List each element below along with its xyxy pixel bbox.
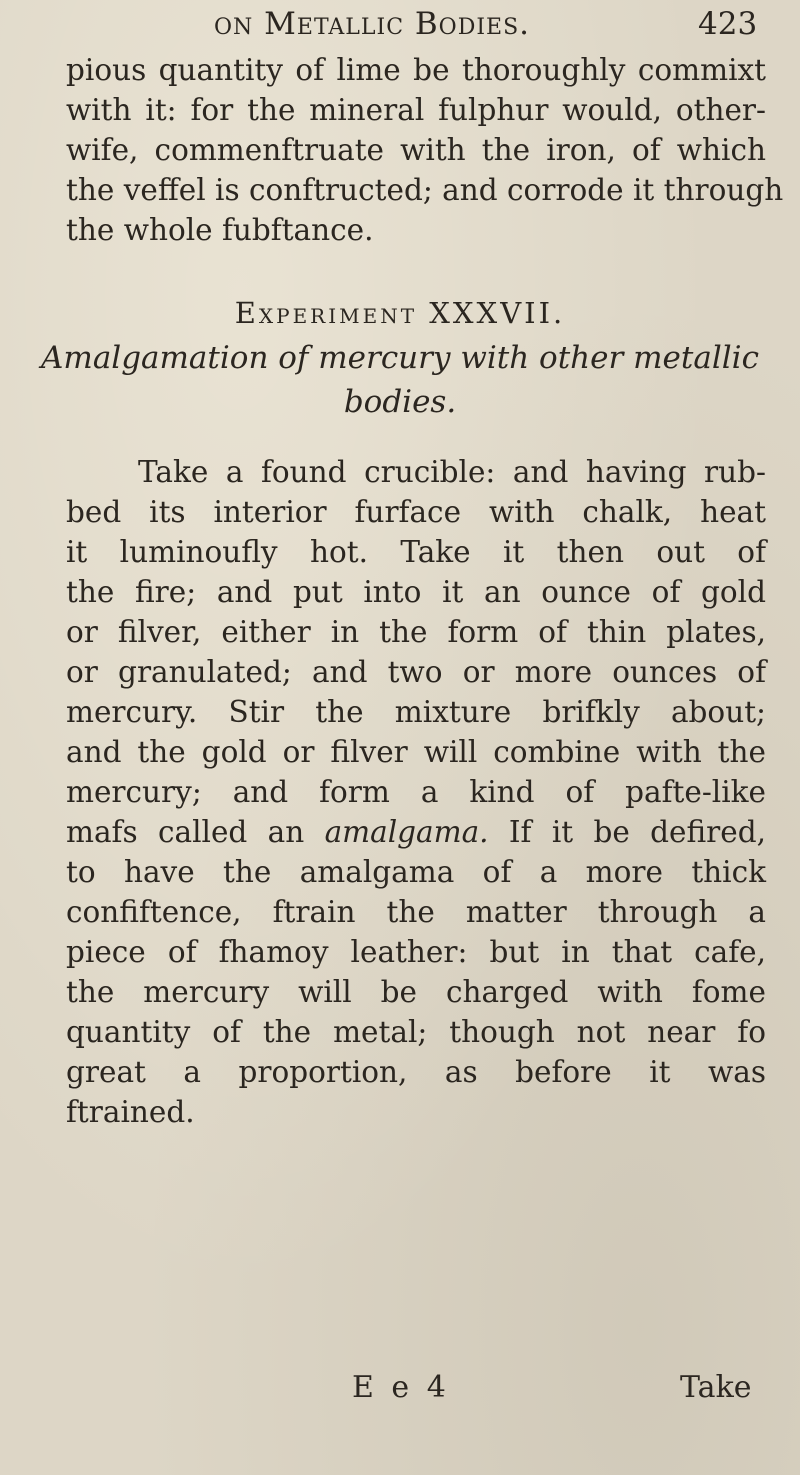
- text-line: ftrained.: [66, 1095, 195, 1129]
- page-number: 423: [698, 6, 758, 42]
- text-line: the veffel is conftructed; and corrode it through: [66, 173, 784, 207]
- text-line: mercury; and form a kind of pafte-like: [66, 775, 766, 809]
- experiment-paragraph: [66, 452, 766, 1132]
- text-line: to have the amalgama of a more thick: [66, 855, 766, 889]
- text-line: pious quantity of lime be thoroughly commixt: [66, 53, 766, 87]
- running-head: [0, 6, 800, 50]
- text-line: and the gold or filver will combine with the: [66, 735, 766, 769]
- text-line: the mercury will be charged with fome: [66, 975, 766, 1009]
- text-line: or filver, either in the form of thin plates,: [66, 615, 766, 649]
- text-line: the fire; and put into it an ounce of gold: [66, 575, 766, 609]
- text-line: great a proportion, as before it was: [66, 1055, 766, 1089]
- catchword: Take: [680, 1370, 752, 1405]
- text-line: Take a found crucible: and having rub-: [138, 455, 766, 489]
- text-line: confiftence, ftrain the matter through a: [66, 895, 766, 929]
- text-line: it luminoufly hot. Take it then out of: [66, 535, 766, 569]
- text-line: or granulated; and two or more ounces of: [66, 655, 766, 689]
- experiment-subheading-line-2: bodies.: [343, 384, 457, 420]
- experiment-heading: Experiment XXXVII.: [234, 296, 566, 330]
- experiment-subheading-line-1: Amalgamation of mercury with other metallic: [41, 340, 759, 376]
- italic-term: amalgama.: [324, 815, 489, 849]
- text-line: with it: for the mineral fulphur would, other-: [66, 93, 766, 127]
- running-title: on Metallic Bodies.: [214, 6, 531, 42]
- text-line: wife, commenftruate with the iron, of which: [66, 133, 766, 167]
- continuation-paragraph: [66, 50, 784, 250]
- text-segment: mafs called an: [66, 815, 305, 849]
- text-line: quantity of the metal; though not near fo: [66, 1015, 766, 1049]
- text-line-with-italic: [66, 812, 766, 852]
- text-line: mercury. Stir the mixture brifkly about;: [66, 695, 766, 729]
- text-line: piece of fhamoy leather: but in that cafe,: [66, 935, 766, 969]
- signature-mark: E e 4: [352, 1370, 450, 1405]
- text-line: the whole fubftance.: [66, 213, 374, 247]
- text-line: bed its interior furface with chalk, heat: [66, 495, 766, 529]
- text-segment: If it be defired,: [508, 815, 766, 849]
